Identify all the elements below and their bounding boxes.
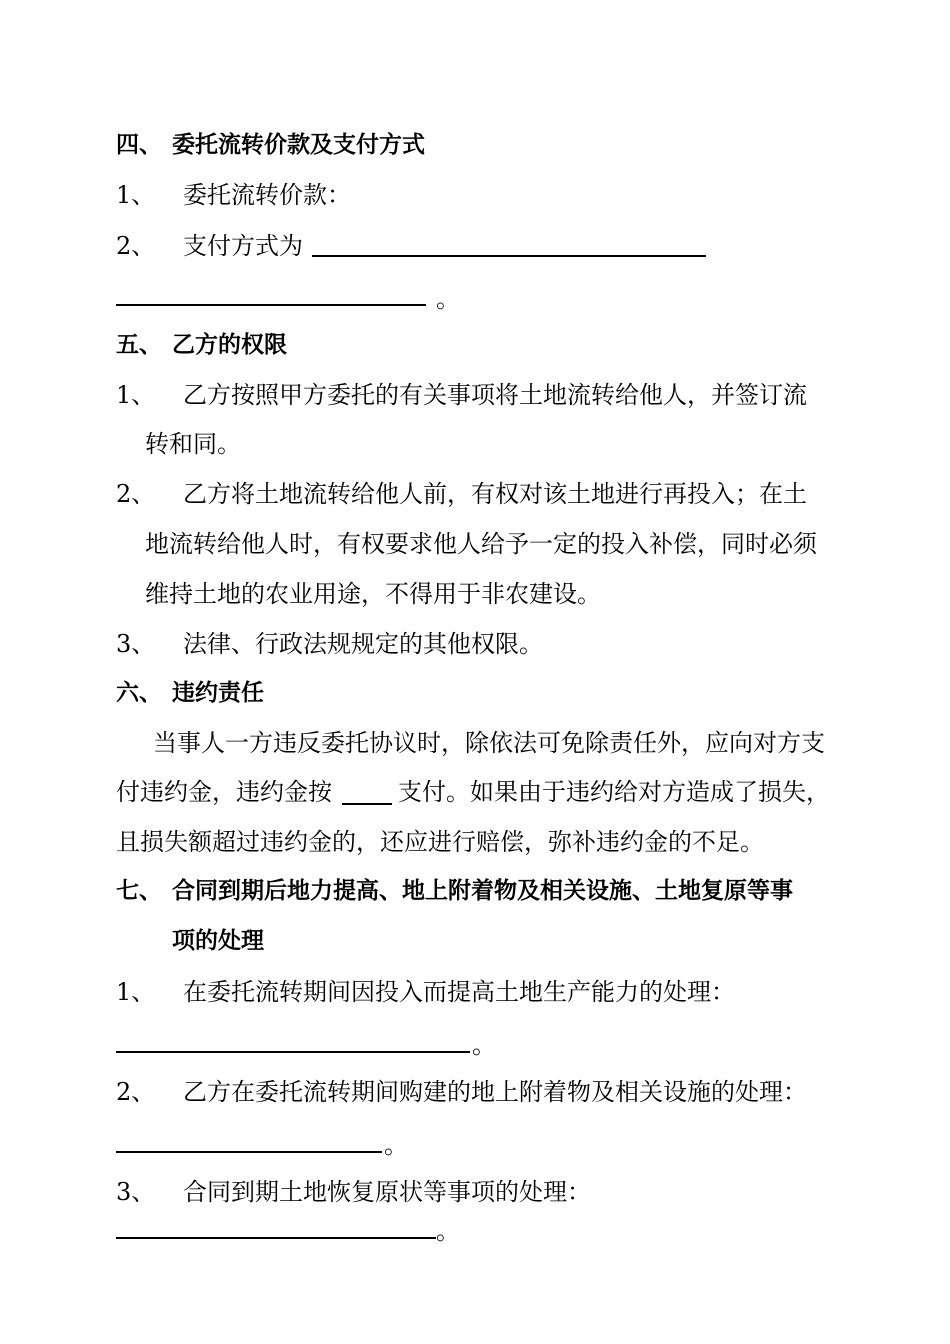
- penalty-rate-blank: [342, 802, 392, 805]
- section-number: 七、: [116, 878, 162, 904]
- period: 。: [436, 1217, 460, 1245]
- item-number: 3、: [116, 630, 156, 658]
- item-text: 在委托流转期间因投入而提高土地生产能力的处理：: [183, 978, 735, 1006]
- item-text: 合同到期土地恢复原状等事项的处理：: [183, 1178, 591, 1206]
- item-number: 1、: [116, 978, 156, 1006]
- item-number: 2、: [116, 1078, 156, 1106]
- section-title: 乙方的权限: [172, 332, 287, 358]
- item-text-cont: 维持土地的农业用途，不得用于非农建设。: [145, 580, 601, 608]
- period: 。: [384, 1131, 408, 1159]
- s7-item-3-blank: [116, 1236, 436, 1239]
- item-text: 乙方在委托流转期间购建的地上附着物及相关设施的处理：: [183, 1078, 807, 1106]
- item-number: 1、: [116, 381, 156, 409]
- period: 。: [472, 1031, 496, 1059]
- section-title: 委托流转价款及支付方式: [172, 132, 425, 158]
- section-number: 四、: [116, 132, 162, 158]
- s7-item-2-blank: [116, 1150, 382, 1153]
- item-number: 3、: [116, 1178, 156, 1206]
- item-text: 支付方式为: [183, 232, 303, 260]
- payment-method-blank-1: [312, 254, 706, 257]
- payment-method-blank-2: [116, 303, 426, 306]
- para-text: 且损失额超过违约金的，还应进行赔偿，弥补违约金的不足。: [116, 828, 764, 856]
- item-text: 法律、行政法规规定的其他权限。: [183, 630, 543, 658]
- item-number: 2、: [116, 480, 156, 508]
- section-number: 六、: [116, 680, 162, 706]
- para-text: 当事人一方违反委托协议时，除依法可免除责任外，应向对方支: [153, 729, 825, 757]
- item-text-cont: 转和同。: [145, 430, 241, 458]
- para-text: 支付。如果由于违约给对方造成了损失，: [398, 778, 830, 806]
- item-text-cont: 地流转给他人时，有权要求他人给予一定的投入补偿，同时必须: [145, 530, 817, 558]
- period: 。: [436, 285, 460, 313]
- section-number: 五、: [116, 332, 162, 358]
- section-title: 违约责任: [172, 680, 264, 706]
- para-text: 付违约金，违约金按: [116, 778, 332, 806]
- item-number: 1、: [116, 181, 156, 209]
- section-title: 合同到期后地力提高、地上附着物及相关设施、土地复原等事: [172, 878, 793, 904]
- item-text: 委托流转价款：: [183, 181, 351, 209]
- section-title-cont: 项的处理: [172, 928, 264, 954]
- item-text: 乙方按照甲方委托的有关事项将土地流转给他人，并签订流: [183, 381, 807, 409]
- item-text: 乙方将土地流转给他人前，有权对该土地进行再投入；在土: [183, 480, 807, 508]
- s7-item-1-blank: [116, 1050, 470, 1053]
- item-number: 2、: [116, 232, 156, 260]
